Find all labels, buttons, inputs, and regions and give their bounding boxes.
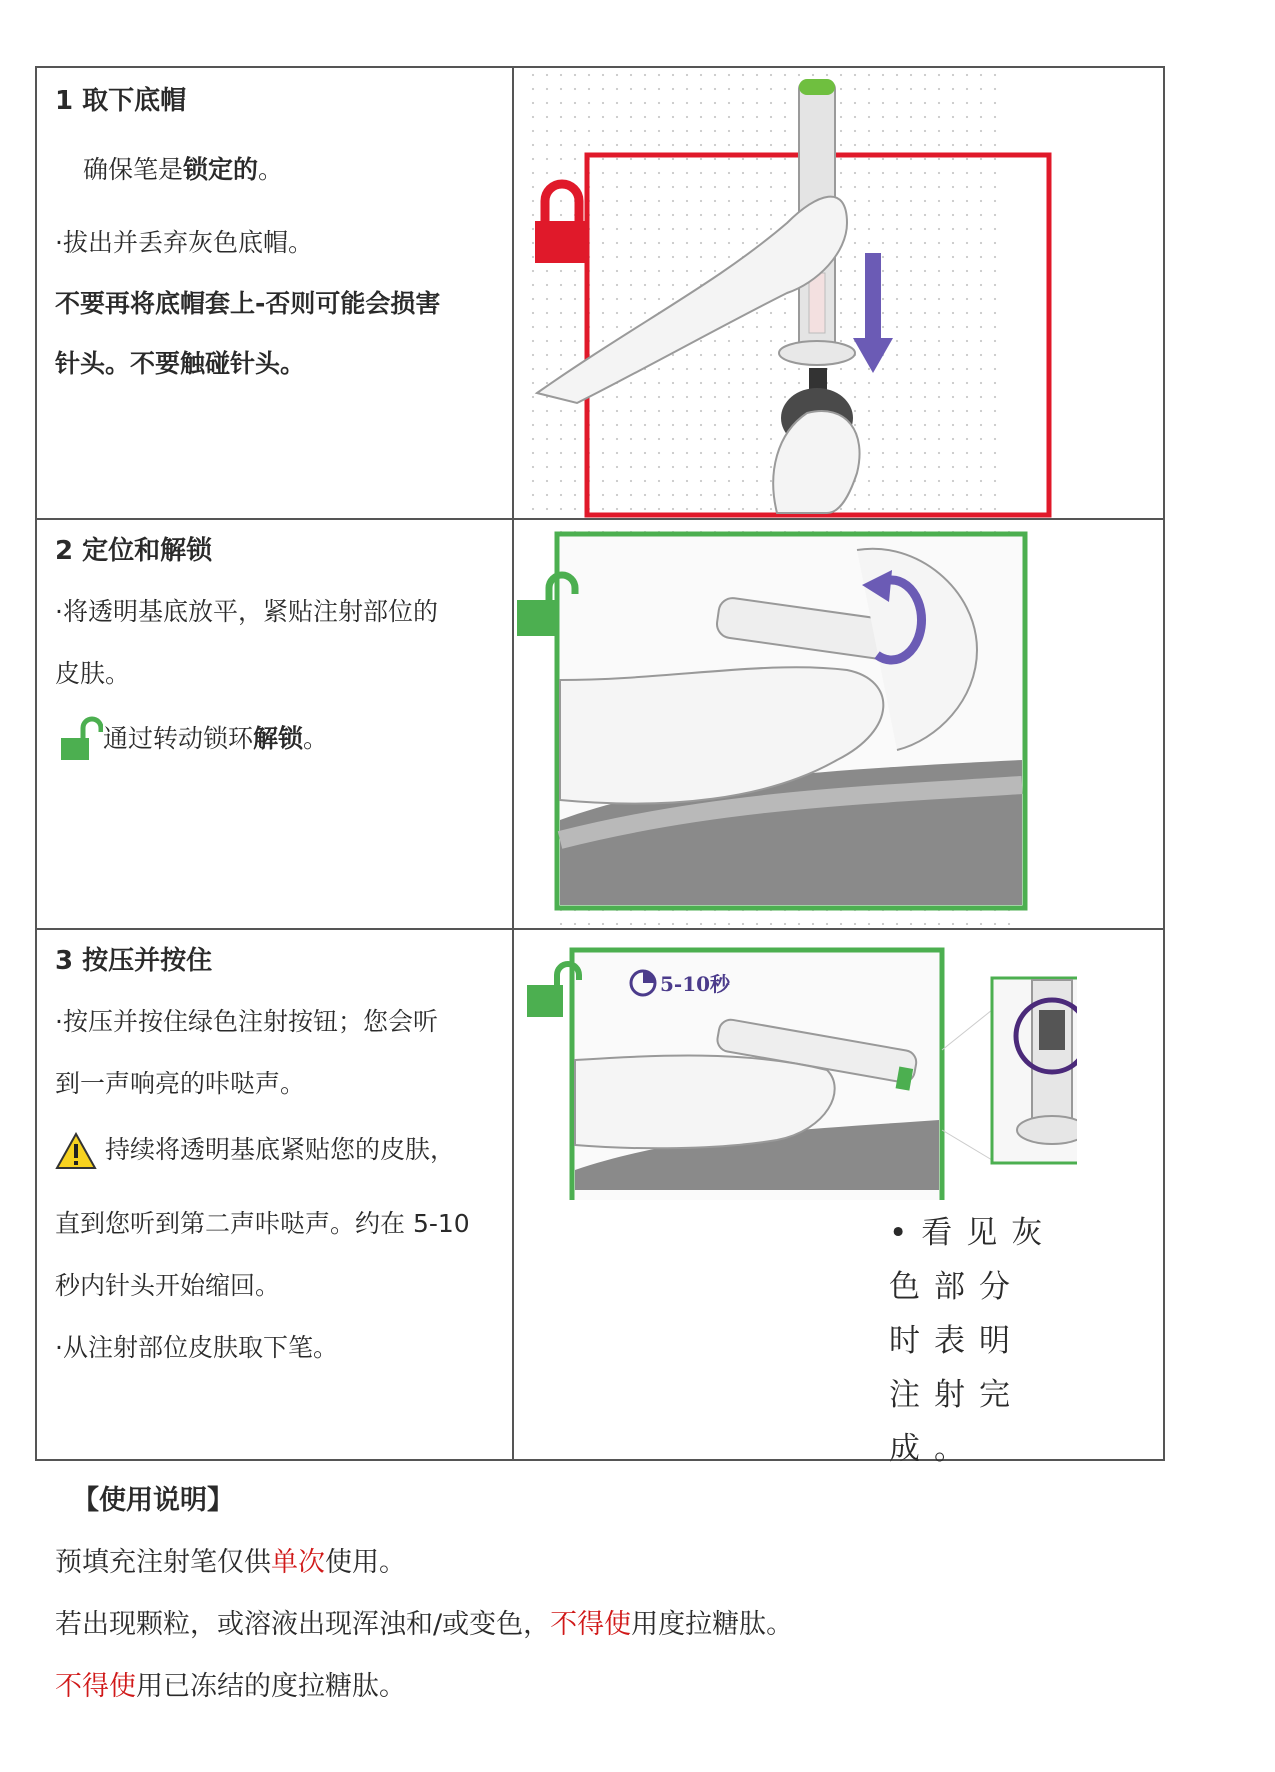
- step1-warning-2: 针头。不要触碰针头。: [55, 349, 306, 378]
- row-divider: [37, 928, 1163, 930]
- injection-complete-note: •看见灰 色部分 时表明 注射完 成。: [889, 1215, 1057, 1467]
- step3-caution-line3: 秒内针头开始缩回。: [55, 1271, 281, 1300]
- step3-title: 3 按压并按住: [55, 946, 213, 976]
- column-divider: [512, 68, 514, 1459]
- row-divider: [37, 518, 1163, 520]
- step1-warning-1: 不要再将底帽套上-否则可能会损害: [55, 289, 441, 318]
- step1-line2: ·拔出并丢弃灰色底帽。: [55, 228, 313, 257]
- timer-label: 5-10秒: [660, 972, 731, 996]
- press-hold-illustration: [517, 940, 1077, 1200]
- usage-line1: 预填充注射笔仅供单次使用。: [55, 1547, 406, 1578]
- step1-text: [55, 80, 500, 510]
- step2-text: [55, 530, 500, 925]
- step3-line2: 到一声响亮的咔哒声。: [55, 1069, 306, 1098]
- step2-title: 2 定位和解锁: [55, 536, 213, 566]
- step2-line1: ·将透明基底放平，紧贴注射部位的: [55, 597, 438, 626]
- step2-line2: 皮肤。: [55, 659, 131, 688]
- unlock-icon: [55, 716, 103, 764]
- step3-caution-line1: 持续将透明基底紧贴您的皮肤，: [55, 1130, 455, 1170]
- usage-line2: 若出现颗粒，或溶液出现浑浊和/或变色，不得使用度拉糖肽。: [55, 1609, 794, 1640]
- step2-unlock-line: 通过转动锁环解锁。: [55, 716, 328, 764]
- step1-line1: 确保笔是锁定的。: [83, 155, 284, 184]
- warning-icon: [55, 1132, 97, 1170]
- instruction-table: [35, 66, 1165, 1467]
- pen-window-zoom: [992, 978, 1077, 1163]
- step3-line3: ·从注射部位皮肤取下笔。: [55, 1333, 338, 1362]
- step3-line1: ·按压并按住绿色注射按钮；您会听: [55, 1007, 438, 1036]
- step3-caution-line2: 直到您听到第二声咔哒声。约在 5-10: [55, 1209, 470, 1238]
- position-unlock-illustration: [517, 530, 1077, 925]
- step3-text: [55, 940, 500, 1450]
- usage-heading: 【使用说明】: [72, 1485, 234, 1516]
- step1-title: 1 取下底帽: [55, 86, 187, 116]
- usage-line3: 不得使用已冻结的度拉糖肽。: [55, 1671, 406, 1702]
- remove-cap-illustration: [517, 73, 1077, 518]
